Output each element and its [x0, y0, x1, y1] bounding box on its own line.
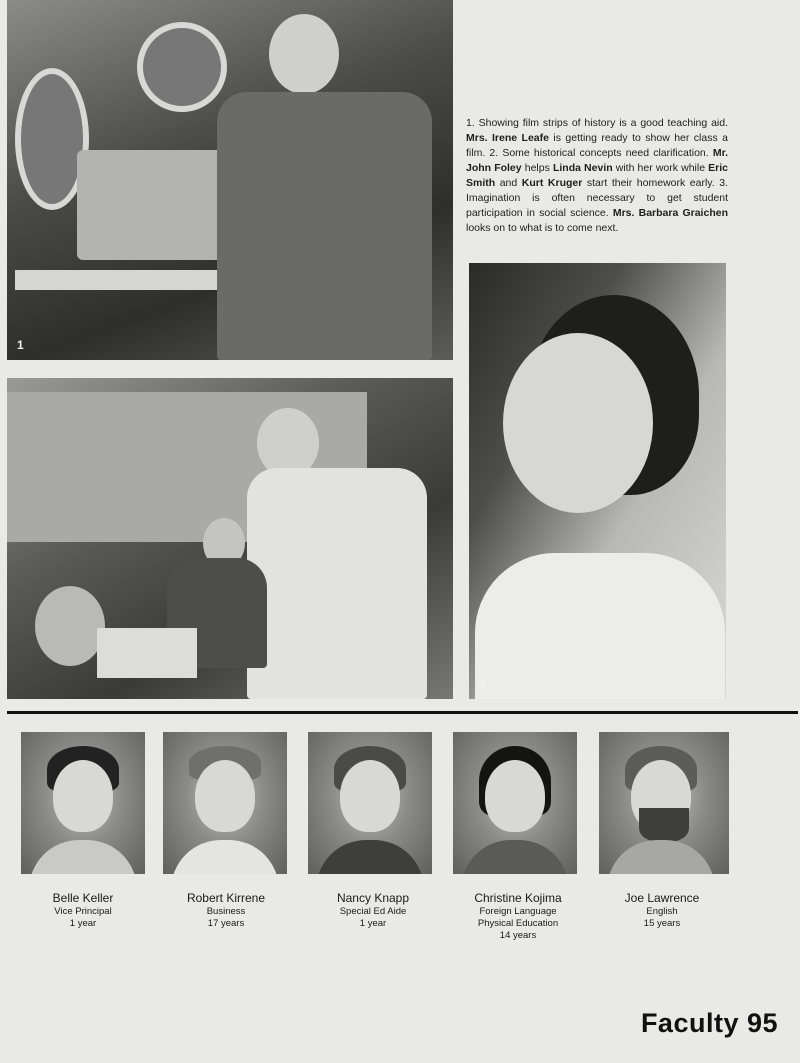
faculty-role: Business — [206, 906, 246, 917]
portrait-face — [53, 760, 113, 832]
teacher-head — [269, 14, 339, 94]
faculty-role: Foreign Language — [479, 906, 557, 917]
portrait-shoulders — [607, 840, 715, 874]
desk — [97, 628, 197, 678]
portrait-shoulders — [171, 840, 279, 874]
faculty-name: Joe Lawrence — [624, 891, 700, 905]
portrait-face — [195, 760, 255, 832]
faculty-role: Special Ed Aide — [339, 906, 407, 917]
faculty-info-keller — [18, 891, 148, 930]
photo-classroom — [7, 378, 453, 699]
projector-body — [77, 150, 227, 260]
page-folio: Faculty 95 — [640, 1008, 778, 1038]
faculty-years: 1 year — [359, 918, 387, 929]
photo-film-projector — [7, 0, 453, 360]
portrait-shoulders — [29, 840, 137, 874]
faculty-role: Vice Principal — [54, 906, 112, 917]
faculty-info-kirrene — [161, 891, 291, 930]
faculty-role-secondary: Physical Education — [477, 918, 559, 929]
faculty-name: Christine Kojima — [474, 891, 562, 905]
faculty-info-lawrence — [597, 891, 727, 930]
photo-number: 3 — [479, 677, 486, 691]
portrait-christine-kojima — [453, 732, 577, 874]
shoulders — [475, 553, 725, 699]
portrait-robert-kirrene — [163, 732, 287, 874]
faculty-name: Nancy Knapp — [336, 891, 410, 905]
student-head-front — [35, 586, 105, 666]
divider-rule — [7, 711, 798, 714]
portrait-belle-keller — [21, 732, 145, 874]
film-reel-top — [137, 22, 227, 112]
faculty-name: Belle Keller — [52, 891, 114, 905]
portrait-face — [340, 760, 400, 832]
faculty-role: English — [646, 906, 678, 917]
portrait-beard — [639, 808, 689, 842]
faculty-years: 1 year — [69, 918, 97, 929]
faculty-years: 14 years — [499, 930, 537, 941]
teacher-body — [247, 468, 427, 699]
photo-caption: 1. Showing film strips of history is a good teaching aid. Mrs. Irene Leafe is getting ready to show her class a film. 2. Some historical concepts need clarification. Mr. John Foley helps Linda Nevin with her work while Eric Smith and Kurt Kruger start their homework early. 3. Imagination is often necessary to get student participation in social science. Mrs. Barbara Graichen looks on to what is to come next. — [466, 117, 729, 234]
faculty-info-kojima — [453, 891, 583, 942]
portrait-face — [485, 760, 545, 832]
faculty-years: 17 years — [207, 918, 245, 929]
portrait-shoulders — [461, 840, 569, 874]
faculty-name: Robert Kirrene — [186, 891, 266, 905]
teacher-body — [217, 92, 432, 360]
portrait-shoulders — [316, 840, 424, 874]
faculty-years: 15 years — [643, 918, 681, 929]
face — [503, 333, 653, 513]
photo-number: 1 — [17, 338, 24, 352]
portrait-joe-lawrence — [599, 732, 729, 874]
portrait-nancy-knapp — [308, 732, 432, 874]
photo-teacher-profile — [469, 263, 726, 699]
faculty-info-knapp — [308, 891, 438, 930]
